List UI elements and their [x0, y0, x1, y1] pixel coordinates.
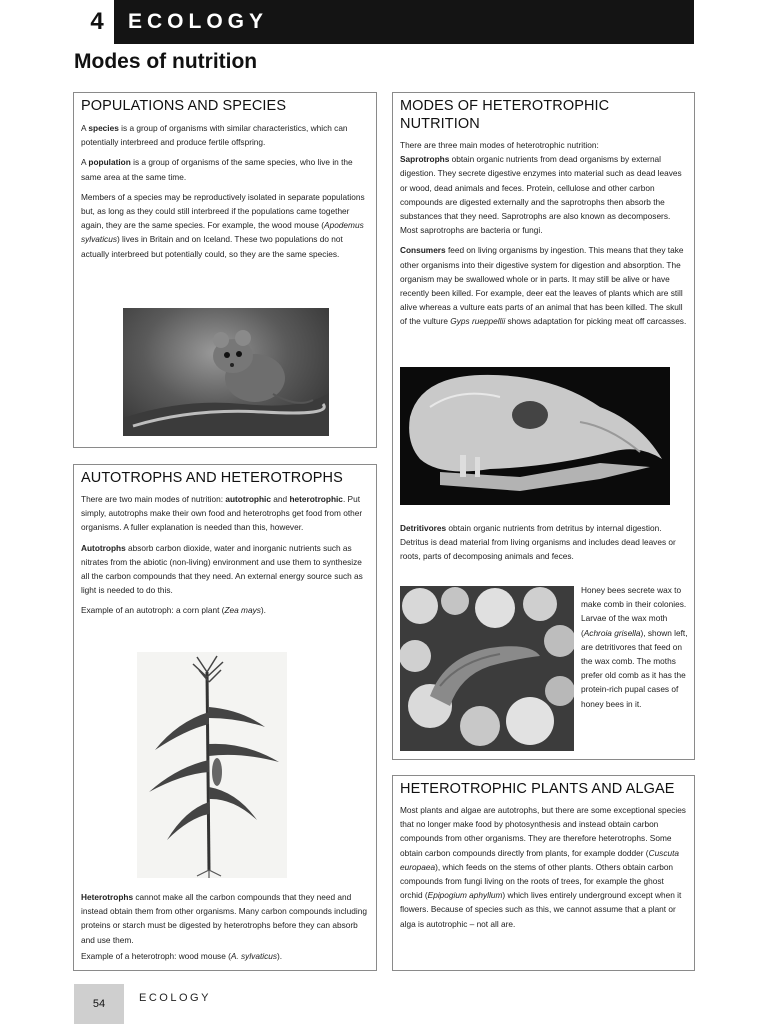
modes-box	[392, 92, 695, 760]
autotrophs-definition: Autotrophs absorb carbon dioxide, water and inorganic nutrients such as nitrates from the abiotic (non-living) environment and use them to synthesize all the carbon compounds that they need. An external energy source such as light is needed to do this.	[81, 542, 363, 596]
populations-heading: POPULATIONS AND SPECIES	[81, 98, 287, 114]
heterotroph-example: Example of a heterotroph: wood mouse (A. sylvaticus).	[81, 951, 283, 961]
wax-moth-larva-photo	[400, 586, 574, 751]
plants-heading: HETEROTROPHIC PLANTS AND ALGAE	[400, 781, 675, 797]
wood-mouse-photo	[123, 308, 329, 436]
population-definition: A population is a group of organisms of the same species, who live in the same area at the same time.	[81, 157, 353, 182]
heterotrophs-definition: Heterotrophs cannot make all the carbon compounds that they need and instead obtain them from other organisms. Many carbon compounds including proteins or starch must be digested by heterotrophs before they can absorb and use them.	[81, 892, 367, 945]
consumers-text: Consumers feed on living organisms by ingestion. This means that they take other organisms into their digestive system for digestion and absorption. The organism may be swallowed whole or in parts. It may still be alive or have recently been killed. For example, deer eat the leaves of plants which are still alive whereas a vulture eats parts of an animal that has been killed. The skull of the vulture Gyps rueppellii shows adaptation for picking meat off carcasses.	[400, 245, 687, 327]
species-definition: A species is a group of organisms with similar characteristics, which can potentially interbreed and produce fertile offspring.	[81, 123, 348, 148]
plants-box	[392, 775, 695, 971]
autotrophs-box	[73, 464, 377, 971]
footer-section-label: ECOLOGY	[139, 992, 211, 1004]
detritivores-text: Detritivores obtain organic nutrients from detritus by internal digestion. Detritus is dead material from living organisms and includes dead leaves or roots, parts of decomposing animals and feces.	[400, 523, 676, 562]
autotroph-example: Example of an autotroph: a corn plant (Zea mays).	[81, 605, 266, 616]
page-number: 54	[74, 984, 124, 1024]
populations-box	[73, 92, 377, 448]
chapter-title: ECOLOGY	[128, 10, 269, 33]
modes-heading: MODES OF HETEROTROPHIC NUTRITION	[400, 98, 610, 132]
corn-plant-illustration	[137, 652, 287, 878]
wax-moth-caption: Honey bees secrete wax to make comb in their colonies. Larvae of the wax moth (Achroia grisella), shown left, are detritivores that feed on the wax comb. The moths prefer old comb as it has the protein-rich pupal cases of honey bees in it.	[581, 585, 688, 709]
chapter-title-bar	[114, 0, 694, 44]
vulture-skull-photo	[400, 367, 670, 505]
autotrophs-heading: AUTOTROPHS AND HETEROTROPHS	[81, 470, 343, 486]
saprotrophs-text: Saprotrophs obtain organic nutrients from dead organisms by external digestion. They secrete digestive enzymes into material such as dead leaves or wood, dead animals and feces. Protein, cellulose and other carbon compounds are digested externally and the saprotrophs then absorb the substances that they need. Saprotrophs are also known as decomposers. Most saprotrophs are bacteria or fungi.	[400, 154, 682, 236]
modes-intro-text: There are two main modes of nutrition: autotrophic and heterotrophic. Put simply, autotrophs make their own food and heterotrophs get food from other organisms. A fuller explanation is needed than this, however.	[81, 494, 363, 533]
page-title: Modes of nutrition	[74, 50, 258, 73]
chapter-number: 4	[90, 8, 104, 35]
modes-intro: There are three main modes of heterotrophic nutrition:	[400, 140, 599, 150]
species-isolation-text: Members of a species may be reproductively isolated in separate populations but, as long as they could still interbreed if the populations came together again, they are the same species. For example, the wood mouse (Apodemus sylvaticus) lives in Britain and on Iceland. These two populations do not actually interbreed but potentially could, so they are the same species.	[81, 191, 365, 259]
plants-text: Most plants and algae are autotrophs, but there are some exceptional species that no longer make food by photosynthesis and instead obtain carbon compounds from other organisms. They are therefore heterotrophs. Some obtain carbon compounds directly from plants, for example dodder (Cuscuta europaea), which feeds on the stems of other plants. Others obtain carbon compounds from fungi living on the roots of trees, for example the ghost orchid (Epipogium aphyllum) which lives entirely underground except when it flowers. Because of species such as this, we cannot assume that a plant or alga is autotrophic – not all are.	[400, 805, 686, 929]
